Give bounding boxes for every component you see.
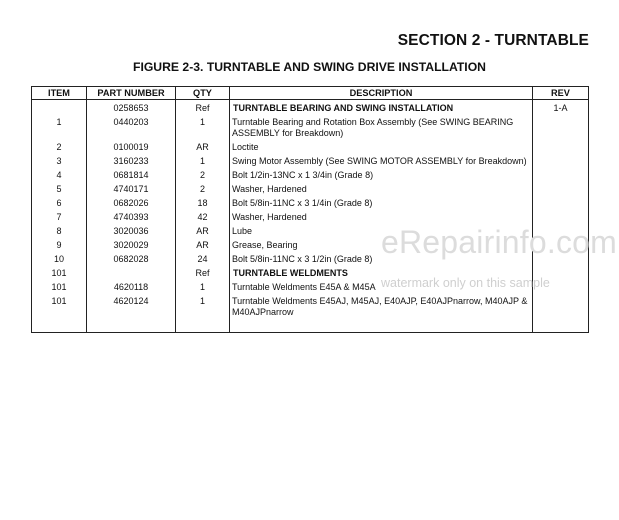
- qty-cell: 2: [176, 169, 230, 183]
- part-number-cell: 0258653: [87, 102, 176, 116]
- item-cell: 10: [32, 253, 87, 267]
- rev-cell: [533, 155, 589, 169]
- item-cell: 3: [32, 155, 87, 169]
- table-row: [32, 295, 589, 320]
- qty-cell: Ref: [176, 267, 230, 281]
- description-cell: Washer, Hardened: [230, 183, 533, 197]
- rev-cell: [533, 211, 589, 225]
- description-cell: Washer, Hardened: [230, 211, 533, 225]
- qty-cell: 24: [176, 253, 230, 267]
- rev-cell: [533, 295, 589, 320]
- part-number-cell: 4740393: [87, 211, 176, 225]
- part-number-cell: [87, 267, 176, 281]
- item-cell: 2: [32, 141, 87, 155]
- table-row: [32, 102, 589, 116]
- qty-cell: Ref: [176, 102, 230, 116]
- figure-title: FIGURE 2-3. TURNTABLE AND SWING DRIVE INSTALLATION: [133, 60, 486, 74]
- part-number-cell: 0681814: [87, 169, 176, 183]
- qty-cell: AR: [176, 225, 230, 239]
- qty-cell: 1: [176, 295, 230, 320]
- item-cell: 7: [32, 211, 87, 225]
- part-number-cell: 4620118: [87, 281, 176, 295]
- rev-cell: [533, 183, 589, 197]
- table-spacer: [32, 320, 589, 333]
- description-cell: Turntable Weldments E45A & M45A: [230, 281, 533, 295]
- description-cell: Lube: [230, 225, 533, 239]
- column-header-description: DESCRIPTION: [230, 87, 533, 100]
- part-number-cell: 0440203: [87, 116, 176, 141]
- rev-cell: 1-A: [533, 102, 589, 116]
- qty-cell: 1: [176, 155, 230, 169]
- part-number-cell: 4620124: [87, 295, 176, 320]
- qty-cell: 1: [176, 281, 230, 295]
- watermark-subtext: watermark only on this sample: [381, 276, 550, 290]
- item-cell: 5: [32, 183, 87, 197]
- table-header-row: [32, 87, 589, 100]
- item-cell: 4: [32, 169, 87, 183]
- table-row: [32, 141, 589, 155]
- part-number-cell: 0682028: [87, 253, 176, 267]
- rev-cell: [533, 169, 589, 183]
- description-cell: Bolt 5/8in-11NC x 3 1/2in (Grade 8): [230, 253, 533, 267]
- item-cell: 1: [32, 116, 87, 141]
- description-cell: Bolt 1/2in-13NC x 1 3/4in (Grade 8): [230, 169, 533, 183]
- description-cell: TURNTABLE WELDMENTS: [230, 267, 533, 281]
- item-cell: 6: [32, 197, 87, 211]
- part-number-cell: 3020036: [87, 225, 176, 239]
- item-cell: [32, 102, 87, 116]
- qty-cell: 2: [176, 183, 230, 197]
- watermark-text: eRepairinfo.com: [381, 224, 617, 260]
- table-row: [32, 169, 589, 183]
- table-row: [32, 116, 589, 141]
- column-header-qty: QTY: [176, 87, 230, 100]
- rev-cell: [533, 141, 589, 155]
- item-cell: 101: [32, 281, 87, 295]
- table-row: [32, 197, 589, 211]
- qty-cell: AR: [176, 141, 230, 155]
- part-number-cell: 3020029: [87, 239, 176, 253]
- table-row: [32, 155, 589, 169]
- item-cell: 9: [32, 239, 87, 253]
- section-title: SECTION 2 - TURNTABLE: [397, 32, 589, 49]
- part-number-cell: 0682026: [87, 197, 176, 211]
- part-number-cell: 4740171: [87, 183, 176, 197]
- rev-cell: [533, 116, 589, 141]
- rev-cell: [533, 197, 589, 211]
- description-cell: TURNTABLE BEARING AND SWING INSTALLATION: [230, 102, 533, 116]
- column-header-item: ITEM: [32, 87, 87, 100]
- description-cell: Grease, Bearing: [230, 239, 533, 253]
- description-cell: Bolt 5/8in-11NC x 3 1/4in (Grade 8): [230, 197, 533, 211]
- description-cell: Swing Motor Assembly (See SWING MOTOR ASSEMBLY for Breakdown): [230, 155, 533, 169]
- table-row: [32, 183, 589, 197]
- qty-cell: 1: [176, 116, 230, 141]
- part-number-cell: 3160233: [87, 155, 176, 169]
- item-cell: 101: [32, 267, 87, 281]
- table-row: [32, 211, 589, 225]
- item-cell: 8: [32, 225, 87, 239]
- description-cell: Turntable Weldments E45AJ, M45AJ, E40AJP, E40AJPnarrow, M40AJP & M40AJPnarrow: [230, 295, 533, 320]
- column-header-rev: REV: [533, 87, 589, 100]
- parts-table: [31, 86, 589, 333]
- item-cell: 101: [32, 295, 87, 320]
- description-cell: Loctite: [230, 141, 533, 155]
- column-header-part-number: PART NUMBER: [87, 87, 176, 100]
- qty-cell: 42: [176, 211, 230, 225]
- description-cell: Turntable Bearing and Rotation Box Assembly (See SWING BEARING ASSEMBLY for Breakdown): [230, 116, 533, 141]
- qty-cell: AR: [176, 239, 230, 253]
- qty-cell: 18: [176, 197, 230, 211]
- part-number-cell: 0100019: [87, 141, 176, 155]
